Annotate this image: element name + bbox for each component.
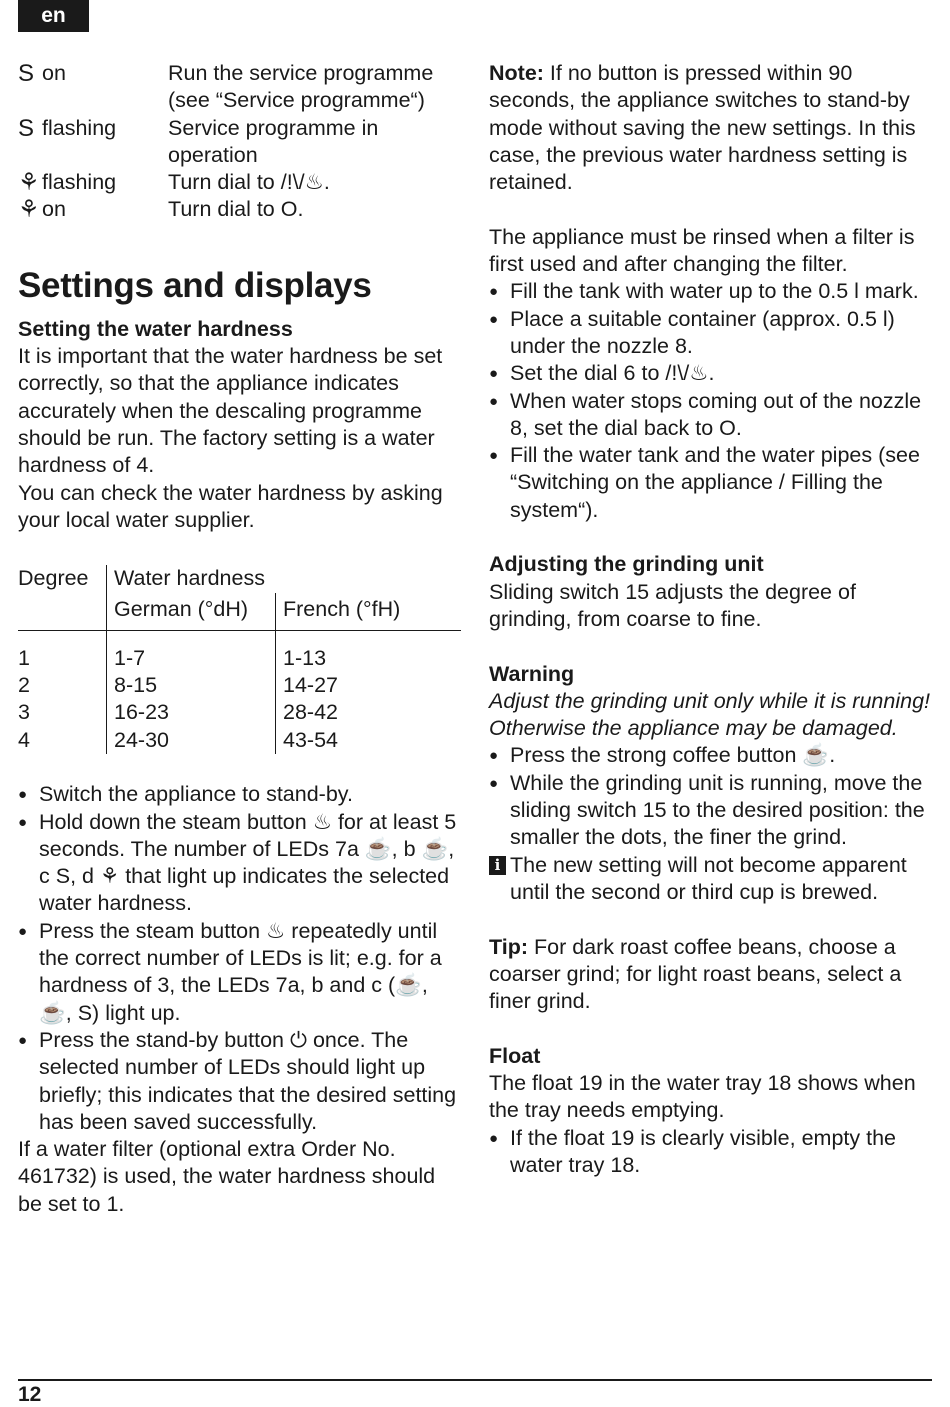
list-item: ● Press the stand-by button ⏻ once. The selected number of LEDs should light up briefly; this indicates that the desired setting has been saved successfully.	[18, 1027, 464, 1136]
status-state: on	[42, 61, 66, 85]
list-item: ● Press the steam button ♨ repeatedly until the correct number of LEDs is lit; e.g. for a hardness of 3, the LEDs 7a, b and c (☕, ☕, S) light up.	[18, 918, 464, 1027]
list-item: ● While the grinding unit is running, move the sliding switch 15 to the desired position: the smaller the dots, the finer the grind.	[489, 770, 934, 852]
list-item: ● When water stops coming out of the nozzle 8, set the dial back to O.	[489, 388, 934, 443]
status-state: flashing	[42, 170, 117, 195]
water-hardness-title: Setting the water hardness	[18, 316, 293, 341]
status-row	[18, 60, 464, 115]
info-text: The new setting will not become apparent until the second or third cup is brewed.	[510, 852, 907, 904]
warning-title: Warning	[489, 661, 575, 686]
float-title: Float	[489, 1043, 541, 1068]
list-item: ● Place a suitable container (approx. 0.5 l) under the nozzle 8.	[489, 306, 934, 361]
table-row: 2 8-15 14-27	[18, 672, 461, 699]
descale-icon: ⚘	[18, 169, 40, 197]
descale-icon: ⚘	[18, 196, 40, 224]
right-column	[489, 60, 934, 1179]
status-table	[18, 60, 464, 224]
list-item: ● Hold down the steam button ♨ for at least 5 seconds. The number of LEDs 7a ☕, b ☕, c S, d ⚘ that light up indicates the selected water hardness.	[18, 809, 464, 918]
status-meaning: Turn dial to /!\/♨.	[168, 170, 330, 195]
rinse-steps	[489, 278, 934, 524]
list-item: ● If the float 19 is clearly visible, empty the water tray 18.	[489, 1125, 934, 1180]
status-row	[18, 196, 464, 223]
water-hardness-intro: It is important that the water hardness be set correctly, so that the appliance indicates accurately when the descaling programme should be run. The factory setting is a water hardness of 4.	[18, 344, 443, 478]
status-meaning: Run the service programme (see “Service programme“)	[168, 61, 434, 113]
info-icon: i	[489, 856, 506, 875]
list-item: ● Set the dial 6 to /!\/♨.	[489, 360, 934, 387]
table-row: 1 1-7 1-13	[18, 645, 461, 672]
table-row: 3 16-23 28-42	[18, 699, 461, 726]
service-icon: S	[18, 114, 35, 142]
footer-divider	[18, 1379, 932, 1381]
tip-text: For dark roast coffee beans, choose a coarser grind; for light roast beans, select a finer grind.	[489, 934, 902, 1014]
tip	[489, 934, 934, 1016]
language-tab: en	[18, 0, 89, 32]
grinding-steps	[489, 742, 934, 851]
grinding-text: Sliding switch 15 adjusts the degree of grinding, from coarse to fine.	[489, 579, 856, 631]
filter-note: If a water filter (optional extra Order No. 461732) is used, the water hardness should be set to 1.	[18, 1137, 436, 1216]
note-text: If no button is pressed within 90 seconds, the appliance switches to stand-by mode without saving the new settings. In this case, the previous water hardness setting is retained.	[489, 61, 916, 195]
page-number: 12	[18, 1383, 42, 1406]
status-row	[18, 169, 464, 196]
section-heading: Settings and displays	[18, 265, 372, 305]
warning-text: Adjust the grinding unit only while it is running! Otherwise the appliance may be damaged.	[489, 688, 931, 741]
tip-label: Tip:	[489, 934, 529, 959]
service-icon: S	[18, 60, 35, 87]
list-item: ● Switch the appliance to stand-by.	[18, 781, 464, 808]
list-item: ● Press the strong coffee button ☕.	[489, 742, 934, 769]
list-item: ● Fill the water tank and the water pipes (see “Switching on the appliance / Filling the system“).	[489, 442, 934, 524]
water-hardness-table	[18, 565, 461, 753]
status-meaning: Service programme in operation	[168, 115, 379, 167]
list-item: ● Fill the tank with water up to the 0.5 l mark.	[489, 278, 934, 305]
note-label: Note:	[489, 61, 544, 85]
grinding-title: Adjusting the grinding unit	[489, 552, 764, 577]
col-german: German (°dH)	[107, 593, 276, 631]
col-french: French (°fH)	[276, 593, 462, 631]
status-row	[18, 115, 464, 170]
col-water-hardness: Water hardness	[107, 565, 276, 592]
water-hardness-supplier: You can check the water hardness by asking your local water supplier.	[18, 480, 443, 532]
left-column	[18, 60, 464, 1218]
status-state: on	[42, 197, 66, 222]
water-hardness-steps	[18, 781, 464, 1136]
status-state: flashing	[42, 115, 117, 140]
info-note	[489, 852, 934, 907]
rinse-intro: The appliance must be rinsed when a filter is first used and after changing the filter.	[489, 224, 915, 277]
float-steps	[489, 1125, 934, 1180]
status-meaning: Turn dial to O.	[168, 197, 304, 222]
note	[489, 60, 934, 196]
col-degree: Degree	[18, 566, 89, 591]
float-text: The float 19 in the water tray 18 shows when the tray needs emptying.	[489, 1070, 916, 1123]
table-row: 4 24-30 43-54	[18, 727, 461, 754]
